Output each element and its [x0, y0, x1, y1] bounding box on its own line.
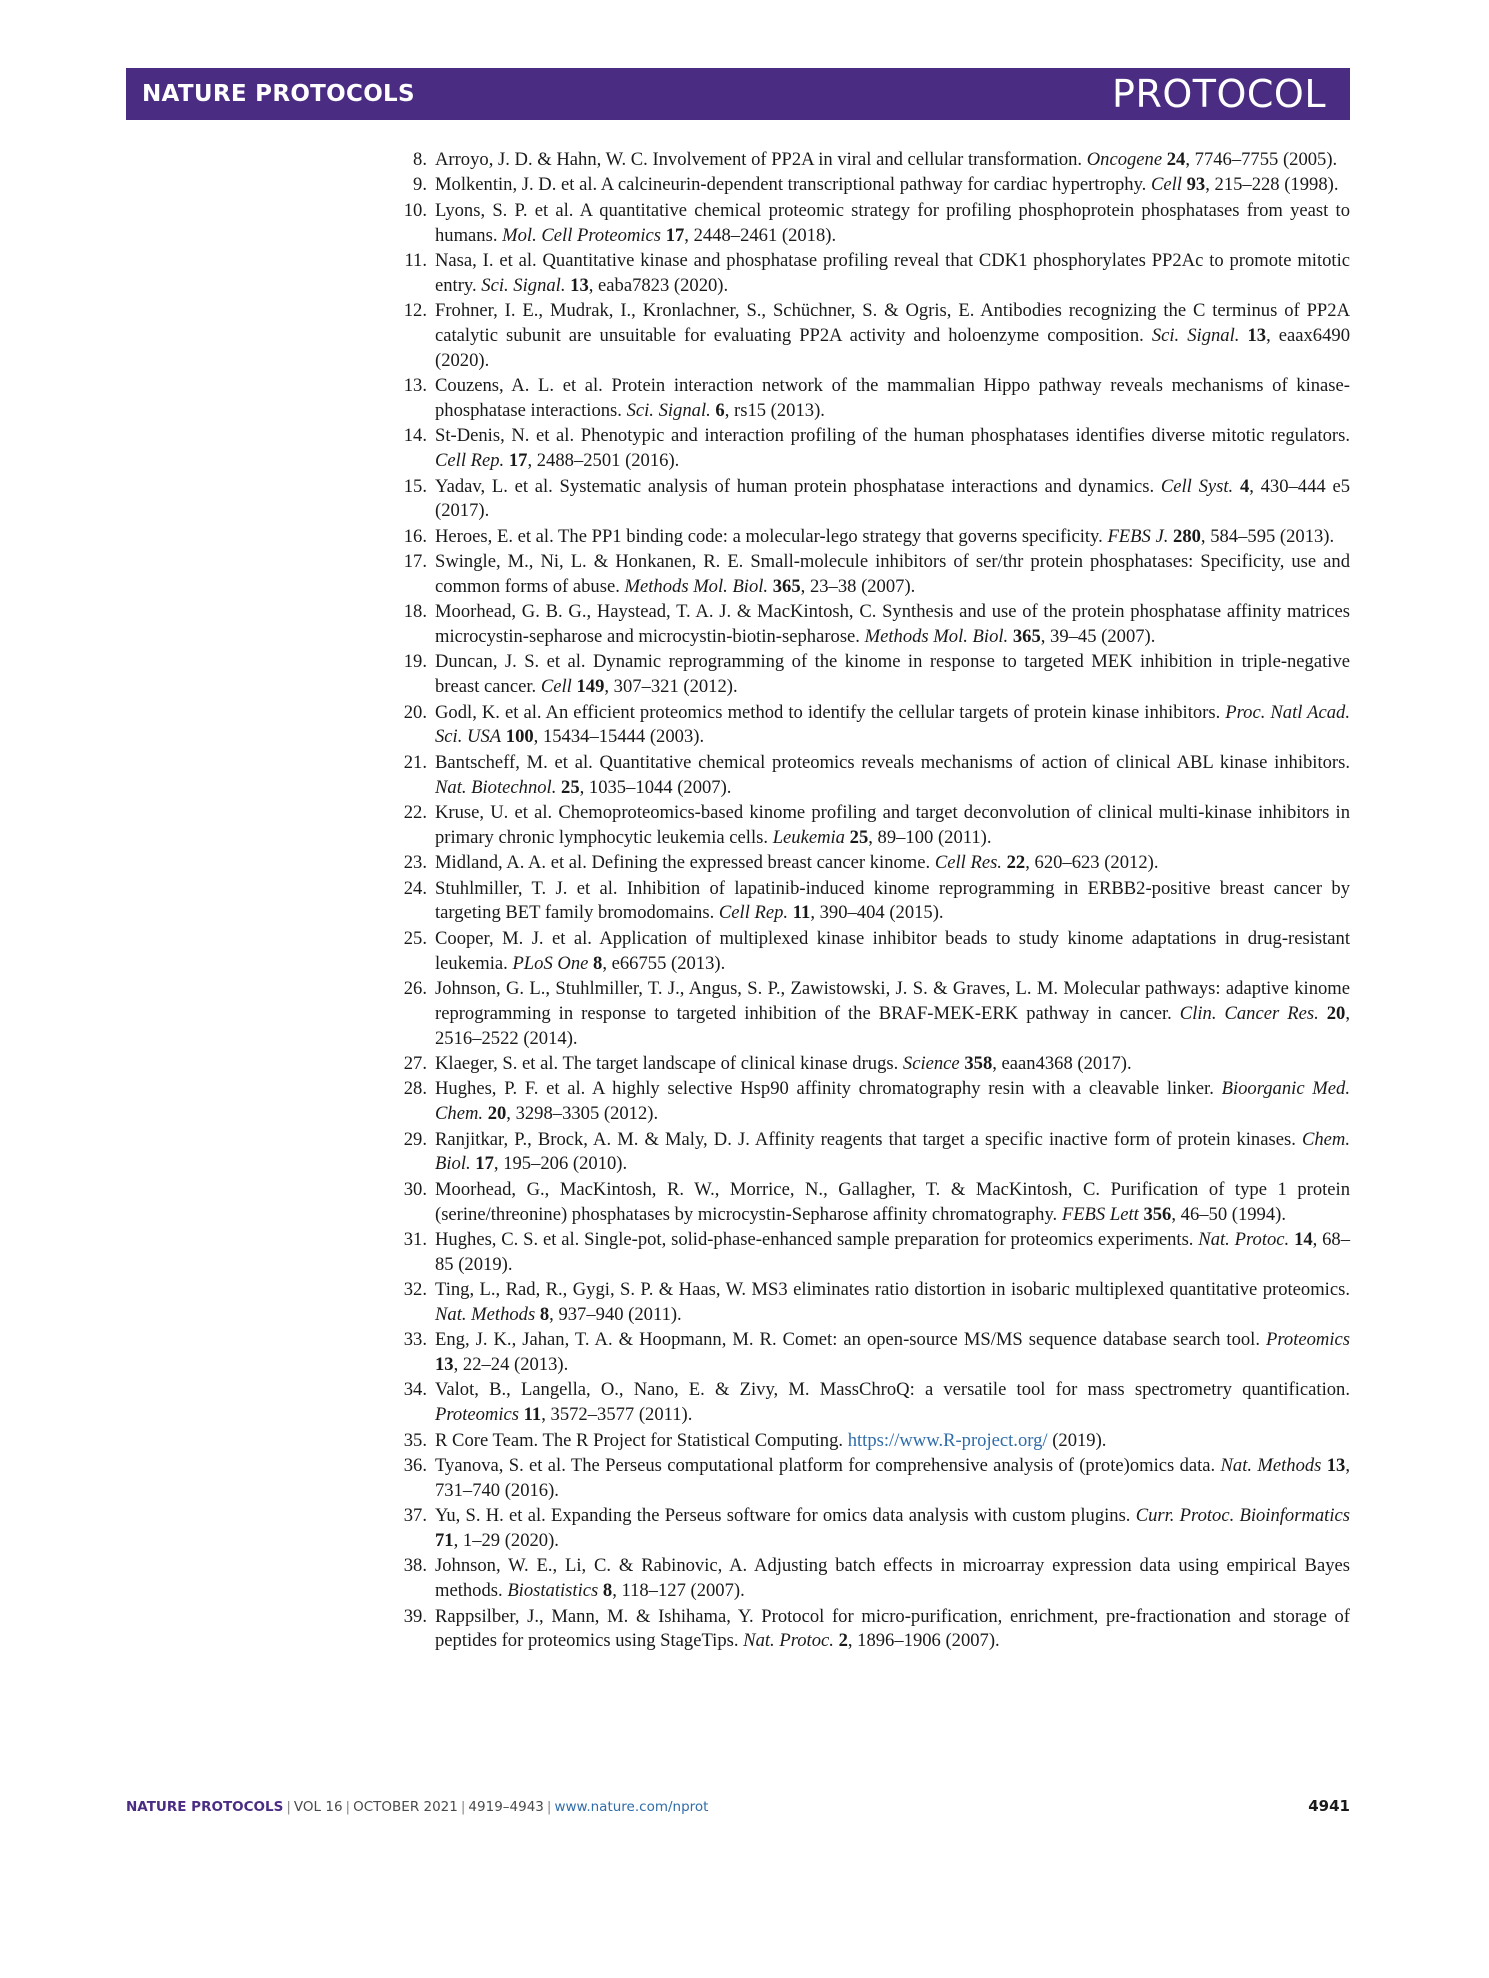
reference-number: 16. [403, 525, 427, 547]
reference-journal: Nat. Protoc. [743, 1630, 834, 1652]
reference-journal: Nat. Methods [1220, 1455, 1322, 1477]
reference-pages: , 68–85 (2019). [435, 1228, 1351, 1275]
page-number: 4941 [1308, 1797, 1350, 1815]
reference-text: Arroyo, J. D. & Hahn, W. C. Involvement of PP2A in viral and cellular transformation. [435, 149, 1087, 170]
reference-journal: Cell Rep. [435, 450, 505, 472]
reference-journal: Bioorganic Med. Chem. [435, 1078, 1350, 1125]
reference-number: 19. [403, 651, 427, 673]
reference-volume: 4 [1239, 475, 1250, 497]
reference-text: Rappsilber, J., Mann, M. & Ishihama, Y. Protocol for micro-purification, enrichment, pre-fractionation and storage of peptides for proteomics using StageTips. [435, 1605, 1350, 1652]
reference-pages: , 7746–7755 (2005). [1185, 149, 1338, 170]
reference-item [395, 851, 1350, 876]
reference-journal: Biostatistics [507, 1580, 599, 1602]
reference-item [395, 1328, 1350, 1378]
reference-journal: Mol. Cell Proteomics [502, 224, 662, 246]
footer-citation [126, 1799, 708, 1815]
reference-text: Hughes, P. F. et al. A highly selective Hsp90 affinity chromatography resin with a cleavable linker. [435, 1078, 1222, 1100]
reference-number: 18. [403, 601, 427, 623]
reference-text: R Core Team. The R Project for Statistical Computing. [435, 1429, 848, 1451]
reference-volume: 25 [561, 776, 580, 798]
reference-text: Heroes, E. et al. The PP1 binding code: a molecular-lego strategy that governs specificity. [435, 525, 1108, 547]
reference-journal: Cell [1150, 174, 1182, 196]
reference-number: 8. [413, 149, 427, 170]
reference-journal: Curr. Protoc. Bioinformatics [1135, 1505, 1350, 1527]
reference-journal: Cell Syst. [1160, 475, 1234, 497]
reference-volume: 17 [665, 224, 685, 246]
reference-pages: , 46–50 (1994). [1171, 1203, 1286, 1225]
reference-number: 9. [413, 174, 427, 196]
reference-pages: , 3572–3577 (2011). [541, 1404, 693, 1426]
reference-journal: PLoS One [512, 952, 589, 974]
reference-item [395, 977, 1350, 1051]
reference-pages: , 584–595 (2013). [1200, 525, 1335, 547]
reference-pages: , 89–100 (2011). [868, 826, 992, 848]
reference-pages: , 23–38 (2007). [800, 575, 916, 597]
reference-item [395, 600, 1350, 650]
reference-volume: 17 [475, 1153, 494, 1175]
footer-separator: | [345, 1799, 351, 1815]
reference-pages: , e66755 (2013). [602, 952, 726, 974]
reference-item [395, 1554, 1350, 1604]
reference-journal: Nat. Methods [435, 1303, 536, 1325]
footer-volume: VOL 16 [293, 1799, 343, 1815]
reference-text: Swingle, M., Ni, L. & Honkanen, R. E. Small-molecule inhibitors of ser/thr protein phosphatases: Specificity, use and common forms of abuse. [435, 551, 1350, 597]
reference-pages: , rs15 (2013). [724, 399, 825, 421]
reference-text: Tyanova, S. et al. The Perseus computational platform for comprehensive analysis of (prote)omics data. [435, 1455, 1221, 1477]
reference-number: 21. [403, 751, 427, 773]
reference-pages: , 937–940 (2011). [549, 1303, 682, 1325]
reference-journal: FEBS Lett [1061, 1203, 1139, 1225]
reference-volume: 358 [964, 1052, 993, 1074]
reference-journal: Cell Res. [934, 852, 1002, 874]
reference-pages: , eaax6490 (2020). [435, 324, 1350, 371]
reference-item [395, 701, 1350, 751]
reference-item [395, 1278, 1350, 1328]
reference-item [395, 475, 1350, 525]
reference-pages: , 39–45 (2007). [1040, 626, 1156, 648]
reference-pages: , 15434–15444 (2003). [533, 726, 705, 748]
reference-item [395, 424, 1350, 474]
footer-date: OCTOBER 2021 [353, 1799, 458, 1815]
reference-text: Bantscheff, M. et al. Quantitative chemical proteomics reveals mechanisms of action of clinical ABL kinase inhibitors. [435, 751, 1350, 773]
reference-item [395, 1605, 1350, 1655]
reference-journal: Clin. Cancer Res. [1179, 1002, 1319, 1024]
reference-text: Duncan, J. S. et al. Dynamic reprogramming of the kinome in response to targeted MEK inhibition in triple-negative breast cancer. [435, 651, 1350, 698]
reference-text: Ting, L., Rad, R., Gygi, S. P. & Haas, W. MS3 eliminates ratio distortion in isobaric multiplexed quantitative proteomics. [435, 1279, 1350, 1301]
reference-volume: 25 [849, 826, 869, 848]
reference-item [395, 751, 1350, 801]
reference-journal: FEBS J. [1107, 525, 1169, 547]
reference-volume: 6 [715, 399, 725, 421]
reference-number: 14. [403, 425, 427, 447]
reference-number: 24. [403, 877, 427, 899]
reference-item [395, 525, 1350, 550]
reference-journal: Leukemia [772, 826, 845, 848]
reference-item [395, 650, 1350, 700]
reference-journal: Proteomics [435, 1404, 519, 1426]
reference-volume: 8 [602, 1580, 613, 1602]
reference-journal: Methods Mol. Biol. [864, 626, 1009, 648]
reference-volume: 2 [838, 1630, 848, 1652]
reference-journal: Proteomics [1266, 1329, 1350, 1351]
reference-volume: 13 [570, 274, 589, 296]
reference-volume: 24 [1166, 149, 1186, 170]
reference-link[interactable]: https://www.R-project.org/ [847, 1429, 1048, 1451]
reference-number: 29. [403, 1128, 427, 1150]
reference-journal: Proc. Natl Acad. Sci. USA [435, 701, 1350, 748]
reference-item [395, 1454, 1350, 1504]
reference-volume: 20 [1326, 1002, 1346, 1024]
reference-item [395, 299, 1350, 373]
reference-volume: 149 [576, 676, 605, 698]
reference-item [395, 1077, 1350, 1127]
reference-text: Couzens, A. L. et al. Protein interaction network of the mammalian Hippo pathway reveals mechanisms of kinase-phosphatase interactions. [435, 375, 1350, 421]
reference-text: Nasa, I. et al. Quantitative kinase and phosphatase profiling reveal that CDK1 phosphorylates PP2Ac to promote mitotic entry. [435, 249, 1350, 296]
reference-item [395, 173, 1350, 198]
page-footer [126, 1797, 1350, 1815]
reference-number: 10. [403, 199, 427, 221]
reference-journal: Science [902, 1052, 960, 1074]
reference-volume: 17 [508, 450, 528, 472]
reference-volume: 13 [435, 1354, 454, 1376]
reference-pages: , 1–29 (2020). [453, 1530, 559, 1552]
reference-journal: Oncogene [1086, 149, 1163, 170]
reference-journal: Cell Rep. [718, 902, 789, 924]
reference-number: 28. [403, 1078, 427, 1100]
reference-volume: 22 [1006, 852, 1026, 874]
reference-volume: 13 [1247, 324, 1267, 346]
reference-volume: 8 [539, 1303, 550, 1325]
reference-text: Johnson, G. L., Stuhlmiller, T. J., Angus, S. P., Zawistowski, J. S. & Graves, L. M. Molecular pathways: adaptive kinome reprogramming in response to targeted inhibition of the BRAF-MEK-ERK pathway in cancer. [435, 977, 1350, 1024]
reference-volume: 11 [523, 1404, 542, 1426]
reference-text: Lyons, S. P. et al. A quantitative chemical proteomic strategy for profiling phosphoprotein phosphatases from yeast to humans. [435, 199, 1350, 246]
reference-journal: Cell [540, 676, 572, 698]
reference-number: 12. [403, 300, 427, 322]
reference-item [395, 1178, 1350, 1228]
reference-number: 27. [403, 1052, 427, 1074]
reference-number: 37. [403, 1505, 427, 1527]
reference-text: Johnson, W. E., Li, C. & Rabinovic, A. Adjusting batch effects in microarray expression data using empirical Bayes methods. [435, 1555, 1350, 1602]
reference-volume: 20 [487, 1103, 507, 1125]
reference-volume: 365 [772, 575, 801, 597]
reference-journal: Methods Mol. Biol. [624, 575, 769, 597]
reference-pages: , 3298–3305 (2012). [506, 1103, 659, 1125]
reference-item [395, 550, 1350, 600]
header-banner [126, 68, 1350, 120]
reference-text: Ranjitkar, P., Brock, A. M. & Maly, D. J. Affinity reagents that target a specific inactive form of protein kinases. [435, 1128, 1302, 1150]
reference-list [395, 148, 1350, 1655]
reference-text: Yadav, L. et al. Systematic analysis of human protein phosphatase interactions and dynamics. [435, 475, 1161, 497]
reference-journal: Sci. Signal. [626, 399, 711, 421]
reference-volume: 100 [505, 726, 534, 748]
reference-pages: , 430–444 e5 (2017). [435, 475, 1350, 522]
reference-volume: 11 [792, 902, 811, 924]
reference-journal: Sci. Signal. [1151, 324, 1240, 346]
reference-volume: 93 [1186, 174, 1206, 196]
reference-pages: (2019). [1047, 1429, 1107, 1451]
reference-pages: , 390–404 (2015). [810, 902, 944, 924]
reference-journal: Sci. Signal. [481, 274, 566, 296]
footer-pages: 4919–4943 [468, 1799, 544, 1815]
reference-pages: , 2516–2522 (2014). [435, 1002, 1350, 1049]
reference-number: 36. [403, 1455, 427, 1477]
reference-text: Hughes, C. S. et al. Single-pot, solid-phase-enhanced sample preparation for proteomics experiments. [435, 1228, 1199, 1250]
reference-item [395, 374, 1350, 424]
reference-text: Moorhead, G. B. G., Haystead, T. A. J. & MacKintosh, C. Synthesis and use of the protein phosphatase affinity matrices microcystin-sepharose and microcystin-biotin-sepharose. [435, 601, 1350, 648]
footer-separator: | [546, 1799, 552, 1815]
reference-volume: 365 [1012, 626, 1041, 648]
reference-pages: , 1896–1906 (2007). [847, 1630, 1000, 1652]
reference-pages: , eaba7823 (2020). [588, 274, 729, 296]
reference-text: Valot, B., Langella, O., Nano, E. & Zivy, M. MassChroQ: a versatile tool for mass spectrometry quantification. [435, 1379, 1350, 1401]
reference-number: 31. [403, 1228, 427, 1250]
reference-pages: , 731–740 (2016). [435, 1455, 1350, 1501]
reference-text: Klaeger, S. et al. The target landscape of clinical kinase drugs. [435, 1052, 903, 1074]
reference-item [395, 249, 1350, 299]
reference-pages: , eaan4368 (2017). [992, 1052, 1132, 1074]
reference-item [395, 801, 1350, 851]
reference-number: 38. [403, 1555, 427, 1577]
reference-number: 39. [403, 1605, 427, 1627]
reference-text: Midland, A. A. et al. Defining the expressed breast cancer kinome. [435, 852, 935, 874]
reference-text: Cooper, M. J. et al. Application of multiplexed kinase inhibitor beads to study kinome adaptations in drug-resistant leukemia. [435, 927, 1350, 974]
reference-number: 35. [403, 1429, 427, 1451]
reference-text: Molkentin, J. D. et al. A calcineurin-dependent transcriptional pathway for cardiac hypertrophy. [435, 174, 1151, 196]
reference-text: Godl, K. et al. An efficient proteomics method to identify the cellular targets of protein kinase inhibitors. [435, 701, 1226, 723]
reference-number: 15. [403, 475, 427, 497]
reference-volume: 8 [593, 952, 603, 974]
reference-number: 11. [404, 249, 427, 271]
reference-number: 17. [403, 551, 427, 573]
reference-volume: 280 [1173, 525, 1201, 547]
reference-item [395, 877, 1350, 927]
reference-number: 13. [403, 375, 427, 397]
reference-number: 26. [403, 977, 427, 999]
reference-number: 30. [403, 1178, 427, 1200]
reference-text: Moorhead, G., MacKintosh, R. W., Morrice, N., Gallagher, T. & MacKintosh, C. Purification of type 1 protein (serine/threonine) phosphatases by microcystin-Sepharose affinity chromatography. [435, 1178, 1350, 1225]
reference-item [395, 1128, 1350, 1178]
journal-name: NATURE PROTOCOLS [142, 81, 415, 107]
reference-pages: , 215–228 (1998). [1205, 174, 1339, 196]
reference-volume: 71 [435, 1530, 454, 1552]
reference-text: Kruse, U. et al. Chemoproteomics-based kinome profiling and target deconvolution of clinical multi-kinase inhibitors in primary chronic lymphocytic leukemia cells. [435, 802, 1350, 848]
reference-item [395, 1504, 1350, 1554]
reference-pages: , 2488–2501 (2016). [527, 450, 680, 472]
reference-journal: Chem. Biol. [435, 1128, 1350, 1175]
reference-volume: 13 [1326, 1455, 1346, 1477]
footer-separator: | [286, 1799, 291, 1815]
reference-pages: , 195–206 (2010). [493, 1153, 628, 1175]
reference-item [395, 1228, 1350, 1278]
reference-item [395, 1378, 1350, 1428]
reference-number: 32. [403, 1279, 427, 1301]
reference-item [395, 199, 1350, 249]
reference-number: 34. [403, 1379, 427, 1401]
reference-number: 33. [403, 1329, 427, 1351]
footer-url-link[interactable]: www.nature.com/nprot [554, 1799, 709, 1815]
reference-pages: , 22–24 (2013). [453, 1354, 569, 1376]
reference-pages: , 1035–1044 (2007). [579, 776, 732, 798]
reference-item [395, 1052, 1350, 1077]
reference-item [395, 927, 1350, 977]
reference-volume: 356 [1143, 1203, 1172, 1225]
reference-item [395, 1429, 1350, 1454]
reference-text: Yu, S. H. et al. Expanding the Perseus software for omics data analysis with custom plugins. [435, 1505, 1136, 1527]
reference-text: Eng, J. K., Jahan, T. A. & Hoopmann, M. R. Comet: an open-source MS/MS sequence database search tool. [435, 1329, 1266, 1351]
reference-pages: , 307–321 (2012). [604, 676, 738, 698]
reference-pages: , 620–623 (2012). [1025, 852, 1159, 874]
reference-text: Frohner, I. E., Mudrak, I., Kronlachner, S., Schüchner, S. & Ogris, E. Antibodies recognizing the C terminus of PP2A catalytic subunit are unsuitable for evaluating PP2A activity and holoenzyme composition. [435, 300, 1350, 346]
reference-number: 20. [403, 701, 427, 723]
reference-number: 22. [403, 802, 427, 824]
reference-text: St-Denis, N. et al. Phenotypic and interaction profiling of the human phosphatases identifies diverse mitotic regulators. [435, 425, 1350, 447]
reference-journal: Nat. Biotechnol. [435, 776, 557, 798]
reference-text: Stuhlmiller, T. J. et al. Inhibition of lapatinib-induced kinome reprogramming in ERBB2-positive breast cancer by targeting BET family bromodomains. [435, 877, 1350, 924]
reference-pages: , 118–127 (2007). [612, 1580, 745, 1602]
reference-number: 23. [403, 852, 427, 874]
reference-journal: Nat. Protoc. [1198, 1228, 1290, 1250]
footer-journal: NATURE PROTOCOLS [126, 1799, 284, 1815]
reference-number: 25. [403, 927, 427, 949]
reference-item [395, 148, 1350, 173]
reference-volume: 14 [1294, 1228, 1313, 1250]
article-type: PROTOCOL [1112, 72, 1326, 116]
reference-pages: , 2448–2461 (2018). [684, 224, 837, 246]
footer-separator: | [460, 1799, 466, 1815]
